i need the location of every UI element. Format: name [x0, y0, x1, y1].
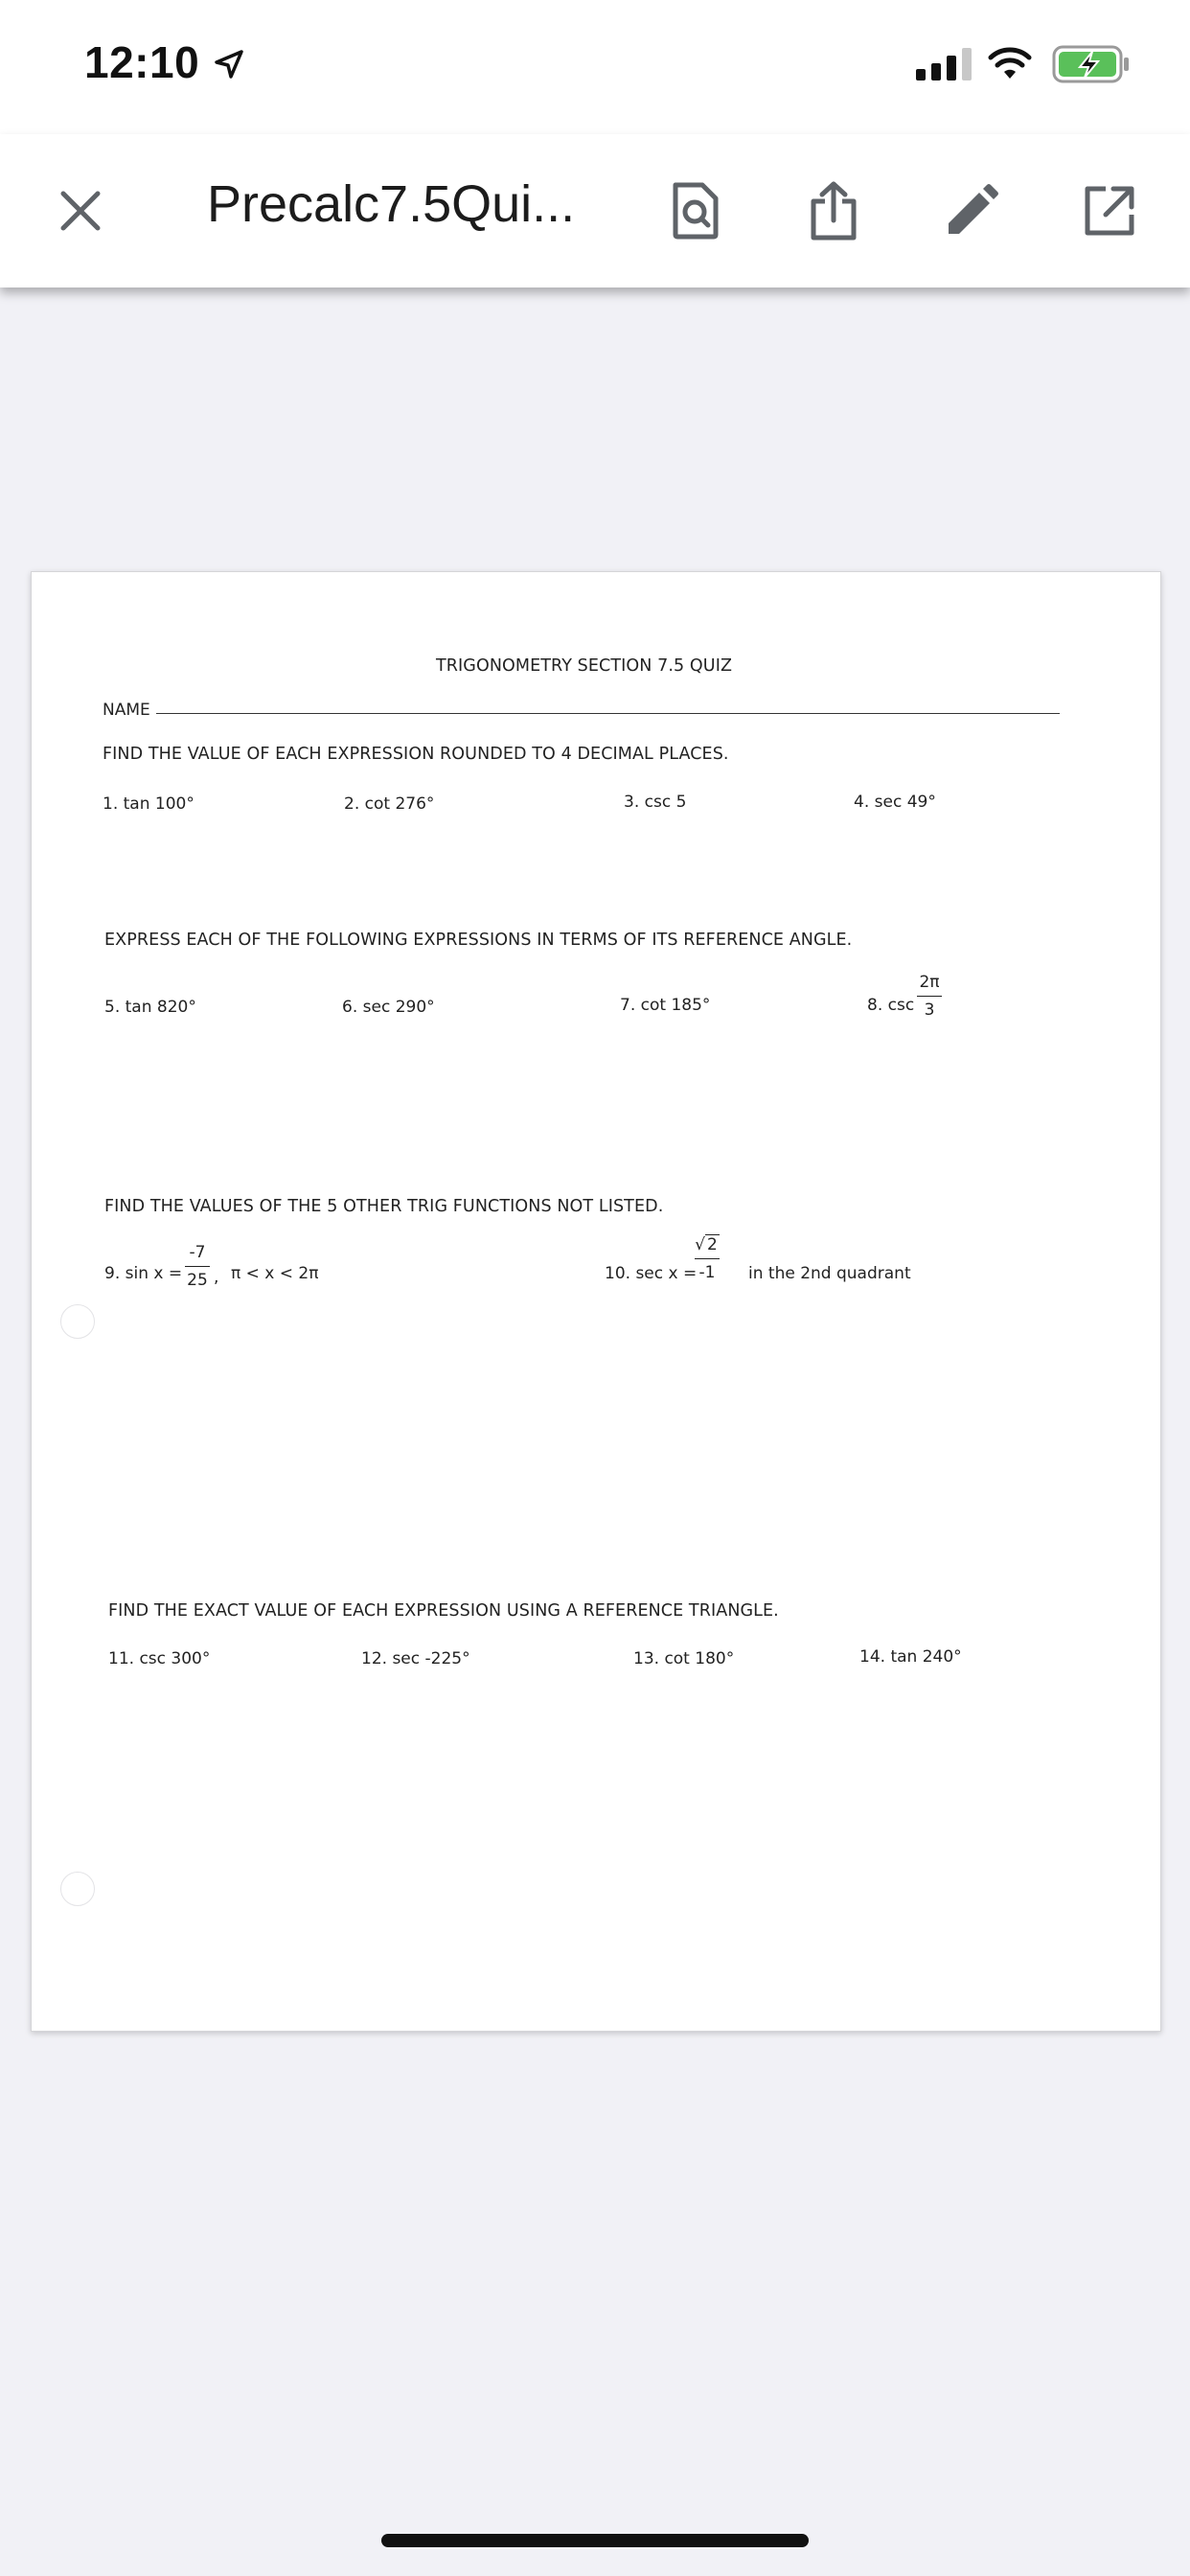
problem-13: 13. cot 180°: [633, 1649, 735, 1668]
problem-5: 5. tan 820°: [104, 998, 196, 1017]
section3-heading: FIND THE VALUES OF THE 5 OTHER TRIG FUNCTIONS NOT LISTED.: [104, 1197, 664, 1216]
problem-4: 4. sec 49°: [854, 793, 936, 812]
section2-heading: EXPRESS EACH OF THE FOLLOWING EXPRESSIONS IN TERMS OF ITS REFERENCE ANGLE.: [104, 931, 853, 950]
problem-7: 7. cot 185°: [620, 996, 711, 1015]
problem-6: 6. sec 290°: [342, 998, 435, 1017]
location-arrow-icon: [213, 48, 245, 80]
fraction-bar: [917, 996, 942, 997]
name-label: NAME: [103, 701, 150, 720]
pencil-icon: [945, 184, 998, 238]
fraction-bar: [695, 1258, 720, 1259]
battery-charging-icon: [1052, 44, 1131, 84]
problem-10-condition: in the 2nd quadrant: [748, 1264, 911, 1283]
section1-heading: FIND THE VALUE OF EACH EXPRESSION ROUNDED TO 4 DECIMAL PLACES.: [103, 745, 729, 764]
quiz-title: TRIGONOMETRY SECTION 7.5 QUIZ: [436, 656, 733, 676]
problem-10-label: 10. sec x =: [605, 1264, 698, 1283]
problem-1: 1. tan 100°: [103, 794, 195, 814]
problem-9-comma: ,: [214, 1268, 219, 1287]
problem-10-fraction: [695, 1235, 720, 1282]
close-button[interactable]: [46, 176, 115, 245]
share-icon: [808, 180, 859, 242]
fraction-bar: [185, 1266, 210, 1267]
problem-9-denominator: 25: [187, 1271, 208, 1290]
hole-punch-mark: [60, 1304, 95, 1339]
problem-9-condition: π < x < 2π: [231, 1264, 319, 1283]
app-toolbar: [0, 134, 1190, 288]
problem-8: 8. csc: [867, 996, 915, 1015]
section4-heading: FIND THE EXACT VALUE OF EACH EXPRESSION USING A REFERENCE TRIANGLE.: [108, 1601, 779, 1621]
problem-9-fraction: [185, 1243, 210, 1290]
problem-8-denominator: 3: [924, 1000, 935, 1020]
open-in-new-icon: [1083, 184, 1136, 238]
problem-3: 3. csc 5: [624, 793, 687, 812]
document-title: Precalc7.5Qui...: [207, 175, 576, 233]
name-blank-line: [156, 713, 1060, 714]
hole-punch-mark: [60, 1872, 95, 1906]
clock-time: 12:10: [84, 37, 200, 87]
problem-14: 14. tan 240°: [859, 1647, 962, 1667]
document-search-icon: [670, 181, 721, 241]
edit-button[interactable]: [937, 176, 1006, 245]
wifi-icon: [987, 44, 1033, 82]
problem-10-denominator: -1: [698, 1263, 716, 1282]
problem-12: 12. sec -225°: [361, 1649, 470, 1668]
problem-11: 11. csc 300°: [108, 1649, 211, 1668]
problem-8-fraction: [917, 973, 942, 1020]
problem-2: 2. cot 276°: [344, 794, 435, 814]
close-icon: [57, 188, 103, 234]
square-root-2: √ 2: [695, 1235, 718, 1254]
problem-9-label: 9. sin x =: [104, 1264, 183, 1283]
search-document-button[interactable]: [661, 176, 730, 245]
cellular-signal-icon: [916, 48, 972, 80]
open-external-button[interactable]: [1075, 176, 1144, 245]
problem-9-numerator: -7: [189, 1243, 206, 1262]
home-indicator[interactable]: [381, 2534, 809, 2547]
status-bar: [0, 0, 1190, 134]
problem-8-numerator: 2π: [919, 973, 940, 992]
document-page[interactable]: [31, 571, 1161, 2032]
share-button[interactable]: [799, 176, 868, 245]
